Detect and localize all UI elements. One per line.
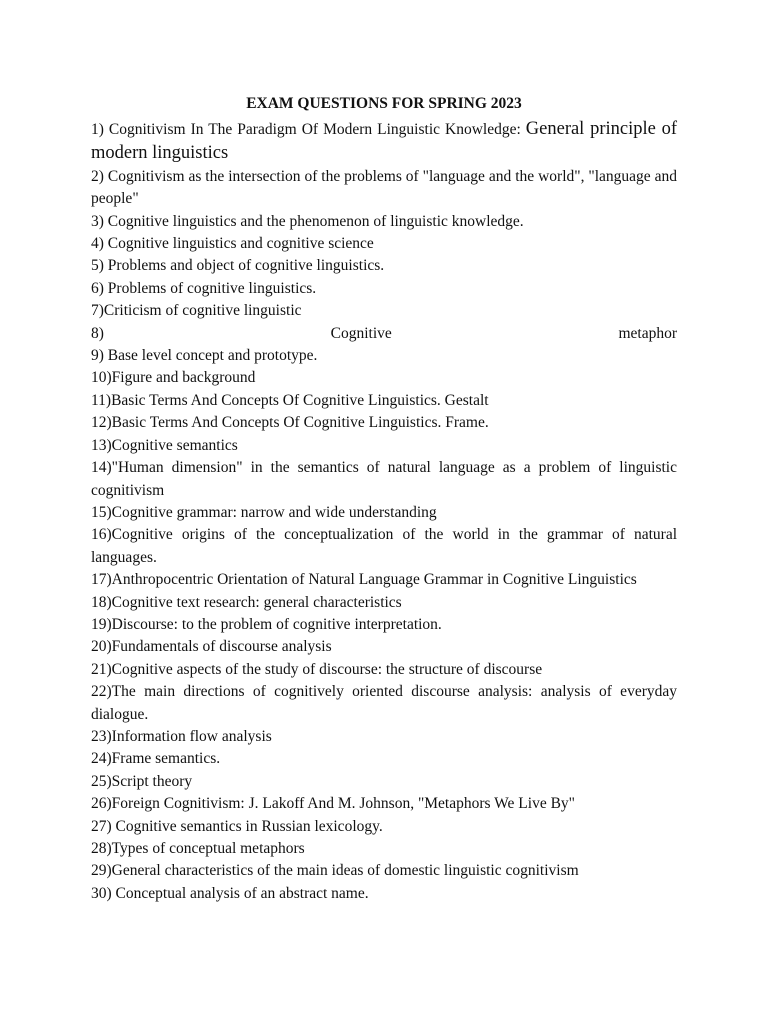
question-15: 15)Cognitive grammar: narrow and wide understanding [91, 503, 437, 521]
question-9: 9) Base level concept and prototype. [91, 347, 318, 365]
question-23: 23)Information flow analysis [91, 727, 272, 745]
question-28: 28)Types of conceptual metaphors [91, 840, 305, 857]
question-10: 10)Figure and background [91, 369, 256, 387]
question-1 [91, 117, 677, 166]
question-27: 27) Cognitive semantics in Russian lexicology. [91, 817, 383, 835]
page-title: EXAM QUESTIONS FOR SPRING 2023 [246, 95, 522, 112]
question-8: 8) Cognitive metaphor [91, 324, 677, 342]
question-3: 3) Cognitive linguistics and the phenomenon of linguistic knowledge. [91, 212, 524, 230]
question-30: 30) Conceptual analysis of an abstract name. [91, 884, 369, 902]
question-list [91, 117, 677, 905]
question-16: 16)Cognitive origins of the conceptualization of the world in the grammar of natural languages. [91, 526, 677, 566]
question-13: 13)Cognitive semantics [91, 436, 238, 454]
question-7: 7)Criticism of cognitive linguistic [91, 302, 302, 320]
question-6: 6) Problems of cognitive linguistics. [91, 279, 317, 297]
question-25: 25)Script theory [91, 772, 193, 790]
question-21: 21)Cognitive aspects of the study of discourse: the structure of discourse [91, 660, 543, 678]
question-1-tail: General principle of modern linguistics [91, 119, 677, 164]
question-24: 24)Frame semantics. [91, 750, 221, 768]
question-14: 14)"Human dimension" in the semantics of natural language as a problem of linguistic cognitivism [91, 459, 677, 499]
question-26: 26)Foreign Cognitivism: J. Lakoff And M. Johnson, "Metaphors We Live By" [91, 795, 575, 813]
question-5: 5) Problems and object of cognitive linguistics. [91, 257, 385, 275]
question-17: 17)Anthropocentric Orientation of Natural Language Grammar in Cognitive Linguistics [91, 571, 637, 589]
question-29: 29)General characteristics of the main ideas of domestic linguistic cognitivism [91, 862, 579, 880]
question-20: 20)Fundamentals of discourse analysis [91, 638, 332, 656]
question-18: 18)Cognitive text research: general characteristics [91, 593, 402, 611]
question-19: 19)Discourse: to the problem of cognitive interpretation. [91, 615, 442, 633]
question-4: 4) Cognitive linguistics and cognitive science [91, 235, 374, 253]
question-2: 2) Cognitivism as the intersection of the problems of "language and the world", "language and people" [91, 167, 677, 208]
question-1-text: 1) Cognitivism In The Paradigm Of Modern Linguistic Knowledge: [91, 121, 526, 138]
question-22: 22)The main directions of cognitively oriented discourse analysis: analysis of everyday dialogue. [91, 683, 677, 723]
question-12: 12)Basic Terms And Concepts Of Cognitive Linguistics. Frame. [91, 414, 489, 432]
question-11: 11)Basic Terms And Concepts Of Cognitive Linguistics. Gestalt [91, 391, 489, 409]
